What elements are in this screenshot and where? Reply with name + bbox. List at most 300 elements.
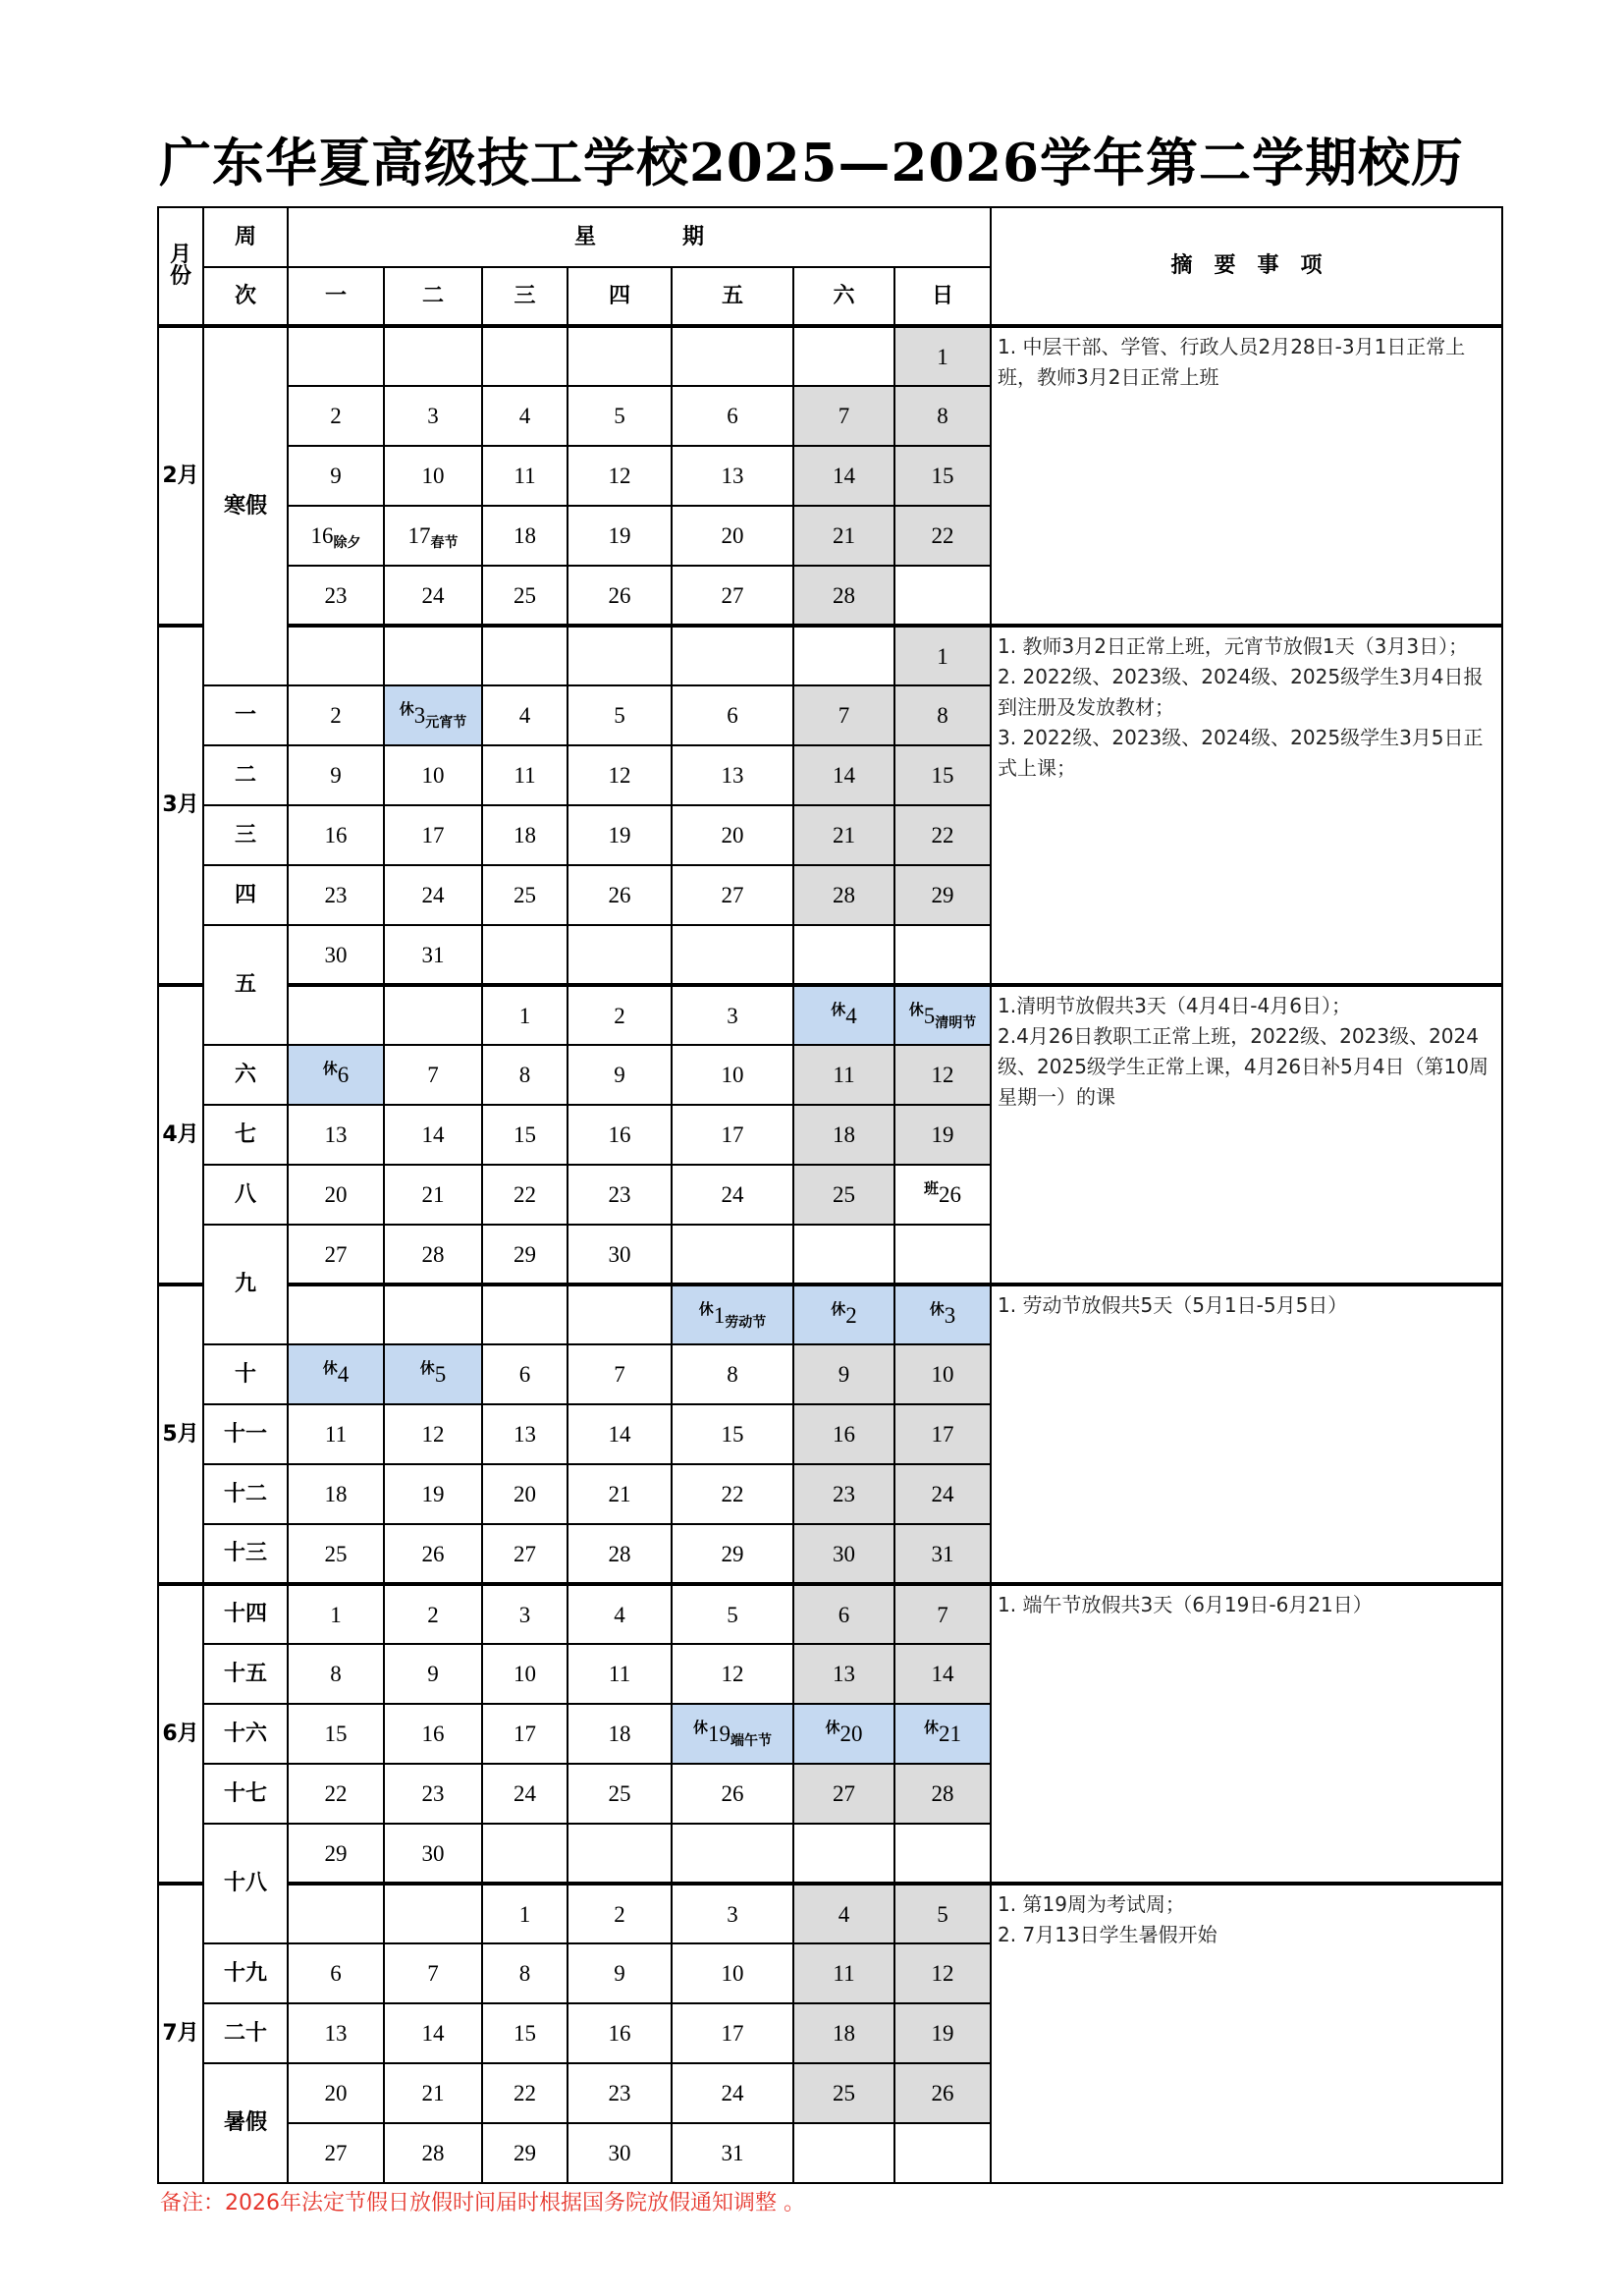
day-number: 17 [421, 823, 445, 847]
calendar-table [157, 206, 1503, 2184]
day-cell [793, 1644, 894, 1704]
day-cell [288, 1764, 384, 1824]
day-number: 19 [421, 1482, 445, 1506]
day-number: 4 [518, 703, 531, 728]
day-number: 24 [421, 883, 445, 907]
day-number: 30 [833, 1541, 855, 1566]
day-number: 10 [721, 1063, 744, 1087]
day-cell [288, 2063, 384, 2123]
rest-mark: 休 [322, 1359, 338, 1377]
day-number: 18 [324, 1482, 348, 1506]
day-number: 13 [833, 1662, 855, 1686]
day-cell [672, 2003, 793, 2063]
day-number: 12 [931, 1961, 954, 1986]
day-cell [672, 1824, 793, 1884]
day-number: 20 [721, 823, 744, 847]
day-number: 21 [421, 2081, 445, 2105]
day-cell [384, 1105, 482, 1165]
holiday-label: 除夕 [333, 535, 361, 551]
note-line: 1. 劳动节放假共5天（5月1日-5月5日） [998, 1293, 1348, 1317]
day-number: 13 [324, 2021, 348, 2046]
day-number: 15 [931, 763, 954, 788]
day-number: 6 [330, 1961, 342, 1986]
day-number: 10 [421, 464, 445, 488]
day-number: 26 [421, 1541, 445, 1566]
day-cell [384, 1644, 482, 1704]
day-cell [894, 925, 991, 985]
day-cell [672, 326, 793, 386]
day-cell [568, 1884, 672, 1943]
day-cell [568, 2003, 672, 2063]
month-label: 4月 [158, 985, 203, 1285]
day-number: 9 [614, 1063, 625, 1087]
day-cell [672, 1105, 793, 1165]
day-number: 16 [833, 1422, 855, 1447]
day-cell [482, 2123, 568, 2183]
day-number: 5 [727, 1602, 738, 1627]
day-cell [384, 1764, 482, 1824]
month-label: 7月 [158, 1884, 203, 2183]
day-cell [793, 1464, 894, 1524]
day-cell [568, 626, 672, 685]
day-number: 26 [608, 582, 631, 608]
day-number: 25 [324, 1541, 348, 1566]
day-number: 10 [421, 763, 445, 788]
day-number: 11 [324, 1422, 348, 1447]
day-number: 26 [939, 1182, 962, 1207]
day-number: 28 [833, 883, 855, 907]
day-number: 22 [931, 823, 954, 847]
day-number: 17 [931, 1422, 954, 1447]
day-cell [384, 925, 482, 985]
month-header-1: 月 [169, 243, 191, 267]
day-number: 20 [324, 2081, 348, 2105]
week-header-1: 周 [203, 207, 288, 267]
week-label: 十一 [203, 1404, 288, 1464]
day-number: 28 [931, 1781, 954, 1806]
day-cell [384, 1524, 482, 1584]
day-number: 25 [514, 883, 536, 907]
day-number: 11 [514, 763, 536, 788]
day-number: 3 [518, 1602, 531, 1627]
day-number: 19 [608, 523, 631, 548]
day-number: 16 [608, 1122, 631, 1147]
day-cell [288, 1824, 384, 1884]
rest-mark: 休 [399, 700, 414, 718]
day-cell [672, 1404, 793, 1464]
day-number: 1 [330, 1602, 342, 1627]
day-number: 8 [937, 404, 948, 428]
day-number: 14 [421, 2021, 445, 2046]
day-number: 20 [514, 1482, 536, 1506]
day-cell [793, 506, 894, 566]
page-title: 广东华夏高级技工学校2025—2026学年第二学期校历 [158, 133, 1465, 193]
day-cell [568, 326, 672, 386]
calendar-row [158, 985, 1502, 1045]
day-cell [894, 1884, 991, 1943]
day-number: 11 [833, 1961, 855, 1986]
day-number: 3 [413, 703, 426, 728]
day-number: 1 [937, 643, 948, 669]
day-number: 2 [330, 404, 342, 428]
day-number: 16 [310, 523, 334, 548]
note-line: 2. 7月13日学生暑假开始 [998, 1923, 1217, 1946]
day-number: 19 [931, 1122, 954, 1147]
day-cell [288, 1584, 384, 1644]
day-cell [672, 1464, 793, 1524]
day-cell [793, 685, 894, 745]
day-cell [672, 446, 793, 506]
day-cell [482, 446, 568, 506]
day-cell [793, 1584, 894, 1644]
day-number: 18 [608, 1722, 631, 1746]
day-number: 29 [931, 883, 954, 907]
day-cell [482, 1764, 568, 1824]
weekday-header: 一 [288, 267, 384, 326]
day-number: 11 [514, 464, 536, 488]
day-cell [894, 2003, 991, 2063]
day-number: 13 [721, 763, 744, 788]
day-cell [482, 1464, 568, 1524]
day-cell [482, 865, 568, 925]
day-cell [384, 985, 482, 1045]
day-number: 26 [931, 2081, 954, 2105]
week-label: 十四 [203, 1584, 288, 1644]
day-cell [384, 805, 482, 865]
day-cell [894, 1644, 991, 1704]
week-label: 暑假 [203, 2063, 288, 2183]
day-number: 16 [421, 1722, 445, 1746]
month-label: 5月 [158, 1285, 203, 1584]
day-number: 15 [721, 1422, 744, 1447]
rest-mark: 休 [322, 1060, 338, 1077]
day-cell [894, 566, 991, 626]
notes-jun [991, 1584, 1502, 1884]
day-number: 5 [434, 1362, 447, 1387]
weekday-header: 五 [672, 267, 793, 326]
week-label: 七 [203, 1105, 288, 1165]
day-cell [288, 985, 384, 1045]
day-cell [894, 1764, 991, 1824]
day-cell [894, 805, 991, 865]
footnote: 备注：2026年法定节假日放假时间届时根据国务院放假通知调整 。 [160, 2191, 805, 2215]
notes-feb [991, 326, 1502, 626]
day-number: 21 [833, 823, 855, 847]
day-number: 4 [614, 1602, 625, 1627]
day-number: 22 [721, 1482, 744, 1506]
day-number: 24 [421, 582, 445, 608]
day-cell [288, 1704, 384, 1764]
day-cell [384, 1584, 482, 1644]
day-cell [793, 745, 894, 805]
day-cell [793, 1764, 894, 1824]
day-cell [482, 1105, 568, 1165]
day-cell [672, 805, 793, 865]
day-cell [288, 2003, 384, 2063]
day-number: 25 [833, 1182, 855, 1207]
day-number: 31 [721, 2141, 744, 2165]
day-cell [384, 1824, 482, 1884]
day-cell [482, 1404, 568, 1464]
day-cell [482, 1045, 568, 1105]
day-number: 27 [721, 582, 744, 608]
day-cell [568, 1943, 672, 2003]
day-number: 22 [514, 2081, 536, 2105]
day-cell [793, 1165, 894, 1225]
day-number: 5 [614, 404, 625, 428]
day-cell [672, 386, 793, 446]
note-line: 1. 第19周为考试周； [998, 1892, 1185, 1916]
day-cell [482, 1584, 568, 1644]
week-label: 二十 [203, 2003, 288, 2063]
day-cell [793, 1524, 894, 1584]
notes-apr [991, 985, 1502, 1285]
day-cell [384, 1704, 482, 1764]
day-number: 4 [845, 1003, 857, 1028]
day-cell [384, 1464, 482, 1524]
day-cell [288, 626, 384, 685]
day-cell [568, 925, 672, 985]
day-number: 12 [421, 1422, 445, 1447]
day-cell [894, 1584, 991, 1644]
day-cell [384, 506, 482, 566]
day-number: 15 [324, 1722, 348, 1746]
day-number: 28 [833, 582, 855, 608]
day-number: 19 [608, 823, 631, 847]
day-cell [288, 1225, 384, 1285]
day-number: 21 [608, 1482, 631, 1506]
day-cell [793, 1045, 894, 1105]
day-cell [288, 506, 384, 566]
day-cell [384, 1285, 482, 1344]
day-number: 2 [330, 703, 342, 728]
day-number: 15 [931, 464, 954, 488]
day-number: 24 [721, 2081, 744, 2105]
day-cell [894, 1285, 991, 1344]
day-cell [568, 865, 672, 925]
day-number: 2 [845, 1302, 857, 1328]
day-cell [894, 446, 991, 506]
day-number: 12 [931, 1063, 954, 1087]
day-cell [894, 985, 991, 1045]
weekday-group-header: 星 期 [288, 207, 991, 267]
weekday-header: 四 [568, 267, 672, 326]
day-cell [672, 925, 793, 985]
day-cell [568, 2063, 672, 2123]
day-number: 24 [514, 1781, 536, 1806]
day-cell [288, 1884, 384, 1943]
day-number: 16 [324, 823, 348, 847]
day-number: 9 [330, 464, 342, 488]
month-label: 2月 [158, 326, 203, 626]
day-number: 1 [937, 344, 948, 369]
day-cell [384, 446, 482, 506]
work-mark: 班 [924, 1179, 940, 1197]
day-cell [482, 805, 568, 865]
day-cell [384, 386, 482, 446]
day-number: 30 [608, 2141, 631, 2165]
week-label: 十 [203, 1344, 288, 1404]
day-cell [568, 1824, 672, 1884]
day-cell [288, 566, 384, 626]
day-number: 27 [324, 2141, 348, 2165]
day-number: 14 [421, 1122, 445, 1147]
week-label: 五 [203, 925, 288, 1045]
rest-mark: 休 [698, 1299, 714, 1318]
day-number: 7 [427, 1961, 439, 1986]
day-cell [384, 745, 482, 805]
day-cell [288, 1165, 384, 1225]
day-number: 13 [721, 464, 744, 488]
day-cell [288, 1344, 384, 1404]
holiday-label: 春节 [430, 535, 459, 551]
day-number: 23 [324, 883, 348, 907]
calendar-row [158, 1584, 1502, 1644]
day-number: 13 [324, 1122, 348, 1147]
day-cell [288, 1464, 384, 1524]
day-cell [672, 1524, 793, 1584]
day-cell [288, 1943, 384, 2003]
day-cell [894, 745, 991, 805]
day-cell [793, 1344, 894, 1404]
rest-mark: 休 [929, 1299, 945, 1318]
day-number: 15 [514, 1122, 536, 1147]
notes-mar [991, 626, 1502, 985]
day-cell [482, 1884, 568, 1943]
day-number: 29 [514, 2141, 536, 2165]
day-number: 12 [721, 1662, 744, 1686]
day-number: 23 [833, 1482, 855, 1506]
notes-jul [991, 1884, 1502, 2183]
day-cell [568, 1524, 672, 1584]
weekday-header: 三 [482, 267, 568, 326]
rest-mark: 休 [831, 1299, 846, 1318]
day-cell [894, 685, 991, 745]
day-cell [793, 326, 894, 386]
day-cell [482, 985, 568, 1045]
day-cell [894, 1404, 991, 1464]
week-label: 十八 [203, 1824, 288, 1943]
day-number: 6 [727, 703, 738, 728]
day-cell [288, 1644, 384, 1704]
week-label: 二 [203, 745, 288, 805]
day-cell [793, 1943, 894, 2003]
day-cell [384, 1045, 482, 1105]
day-cell [288, 446, 384, 506]
holiday-label: 元宵节 [425, 715, 467, 731]
day-number: 5 [923, 1003, 936, 1028]
day-number: 31 [931, 1541, 954, 1566]
day-cell [482, 1704, 568, 1764]
day-number: 20 [839, 1722, 863, 1746]
day-number: 25 [833, 2081, 855, 2105]
day-cell [568, 1285, 672, 1344]
day-cell [384, 865, 482, 925]
day-cell [793, 2063, 894, 2123]
day-number: 3 [427, 404, 439, 428]
day-cell [482, 925, 568, 985]
day-cell [482, 326, 568, 386]
day-cell [672, 985, 793, 1045]
day-number: 27 [514, 1541, 536, 1566]
day-cell [288, 685, 384, 745]
day-number: 27 [833, 1781, 855, 1806]
day-number: 7 [838, 404, 850, 428]
day-number: 15 [514, 2021, 536, 2046]
day-number: 18 [833, 2021, 855, 2046]
day-cell [672, 1764, 793, 1824]
day-number: 18 [514, 823, 536, 847]
day-cell [672, 2063, 793, 2123]
week-label: 寒假 [203, 326, 288, 685]
day-number: 21 [939, 1722, 962, 1746]
day-cell [568, 446, 672, 506]
day-cell [894, 1045, 991, 1105]
day-cell [672, 865, 793, 925]
day-cell [793, 1704, 894, 1764]
week-label: 十三 [203, 1524, 288, 1584]
day-cell [793, 626, 894, 685]
day-number: 28 [421, 2141, 445, 2165]
day-number: 8 [518, 1961, 531, 1986]
day-cell [894, 2123, 991, 2183]
day-cell [384, 1884, 482, 1943]
day-number: 22 [324, 1781, 348, 1806]
day-cell [672, 2123, 793, 2183]
calendar-row [158, 1285, 1502, 1344]
week-label: 十六 [203, 1704, 288, 1764]
day-number: 2 [427, 1602, 439, 1627]
day-number: 10 [931, 1362, 954, 1387]
day-cell [384, 2003, 482, 2063]
day-cell [482, 386, 568, 446]
calendar-row [158, 626, 1502, 685]
day-number: 2 [614, 1901, 625, 1927]
day-cell [894, 1225, 991, 1285]
day-cell [482, 1524, 568, 1584]
day-cell [894, 1105, 991, 1165]
day-cell [672, 685, 793, 745]
day-cell [793, 566, 894, 626]
day-cell [568, 1045, 672, 1105]
day-number: 6 [838, 1602, 850, 1627]
note-line: 2. 2022级、2023级、2024级、2025级学生3月4日报到注册及发放教材； [998, 665, 1484, 719]
day-cell [672, 1285, 793, 1344]
note-line: 1. 端午节放假共3天（6月19日-6月21日） [998, 1593, 1373, 1616]
day-cell [288, 1045, 384, 1105]
day-cell [568, 1404, 672, 1464]
day-number: 5 [614, 703, 625, 728]
day-number: 3 [727, 1003, 738, 1028]
day-cell [793, 386, 894, 446]
day-cell [384, 685, 482, 745]
day-cell [672, 1704, 793, 1764]
week-label: 三 [203, 805, 288, 865]
day-cell [482, 1943, 568, 2003]
day-cell [482, 566, 568, 626]
day-number: 8 [330, 1662, 342, 1686]
day-number: 22 [514, 1182, 536, 1207]
day-cell [894, 1165, 991, 1225]
rest-mark: 休 [825, 1719, 840, 1736]
day-number: 4 [518, 404, 531, 428]
day-cell [793, 2123, 894, 2183]
day-cell [482, 1225, 568, 1285]
day-number: 20 [324, 1182, 348, 1207]
day-cell [482, 745, 568, 805]
day-number: 23 [324, 582, 348, 608]
day-number: 24 [721, 1182, 744, 1207]
